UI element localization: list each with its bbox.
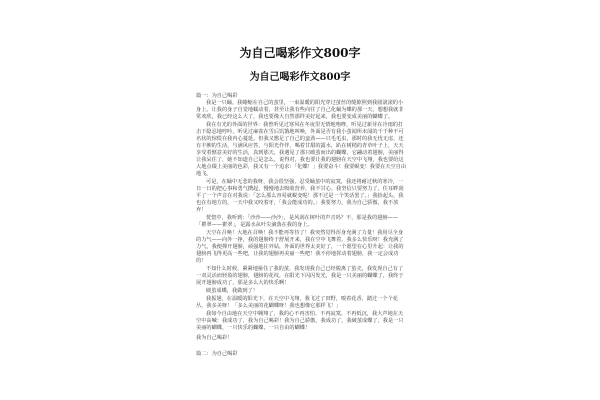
paragraph: 破茧成蝶，我做到了！	[206, 288, 258, 294]
paragraph: 天空在召唤！大地在召唤！我不能再等待了！我突然觉得浑身充满了力量！我用尽全身的力气——向外一挣，我的翅膀终于舒展开来，我在空中飞舞着，我多么快乐呀！我充满了力气，我便撑开翅膀，顽强地往外钻，外面的世界太美好了，一个愿望在心里升起：让我的翅膀再飞得更高一些吧，让我的翅膀再美丽一些吧！我不停地挥动着翅膀，我一定会成功的！	[196, 230, 404, 264]
section-heading: 篇二：为自己喝彩	[196, 351, 238, 357]
paragraph: 我在有光的外面的世界：我曾听见过寒风在冬夜里无情地咆哮，听见过新芽在冷雨的打击下隐忍地哼吟，听见过麻雀在雪后饥饿地叫唤，外面是否有我小茧闻所未闻的千千种不可名状的惊慌在我内心蔓延。但我又憋足了自己的蛮劲——只毛毛虫，那时的我无忧无虑，还有丰腴的生活，与满风应答，与阳光作伴，喝着甘甜的露水，趴在树梢的青草叶子上，天天享受着惬意美好的生活，真到那天，我遇见了那只破茧而出的蝴蝶，它翩动着翅膀，美丽得让我呆住了，她不知道自己是怎么，说得对，我也要让我的翅膀在天空中飞翔，我也要给这大地点缀上美丽的色彩，我又有一个追求：「化蝶！」我要奋斗！我要蜕变！我要在天空自由地飞。	[196, 122, 407, 177]
closing-line: 我为自己喝彩！	[196, 335, 233, 341]
paragraph: 我如今自由地在天空中翱翔了，我的心不再害怕、不再寂寞、不再低沉，我大声地在天空中高喊：我成功了，我为自己喝彩！我为自己骄傲，我成功了，我破茧成蝶了，我是一只美丽的蝴蝶，一只快乐的蝴蝶，一只自由的蝴蝶！	[196, 311, 404, 331]
paragraph: 我振翅，在温暖的阳光下，在天空中飞翔，我飞过了田野，嗅着花香，踏过一个个花丛，我多美呀！「多么美丽的花蝴蝶呀！我也想像它那样飞！」	[196, 296, 398, 309]
section-heading: 篇一：为自己喝彩	[196, 93, 238, 99]
essay-section-1	[196, 93, 408, 342]
essay-body	[196, 93, 408, 358]
paragraph: 我是一只蛹。我蜷缩在自己的茧里，一束温暖的阳光穿过茧丝的缝隙照到我圆滚滚的小身上。让我的身子自觉地蠕动着，甚至让我有些向往了自己化蛹为蝶的那一天，想想我就非常欢欣，我已经这么大了，我也要像大自然那样美好起来，我也要变成美丽的蝴蝶了。	[196, 100, 404, 120]
paragraph: 可是，在蛹中无悲的我呀，我会很坚强，忍受蛹茧中的寂寞，我还将耐过秋的寒冷，一日一日的把心事和勇气攒起，慢慢地去吸收营养，我不甘心。我坚信只要努力了，任耳畔刮平了一个声音在对我说：「怎么那么容易就蜕变呢！那不过是一个笑话罢了。」我抬起头，我也在有地方的，一天中我又咬着牙，「我会能成功的。」我要努力，我为自己骄傲，我不放弃！	[196, 179, 404, 213]
paragraph: 不知什么时候，紧紧地箍住了我的茧，我发现我自己已经脱离了茧壳，我发现自己有了一双灵活而轻盈的翅膀，翅膀的花纹，在阳光下闪闪发光，我是一只美丽的蝴蝶了，我终于展开翅膀成功了，那是多么大的快乐啊！	[196, 266, 404, 286]
paragraph: 恍惚中，我听到：「沙沙——沙沙」，是风刮在树叶的声音吗？不，那是我的翅膀——「瞿翠——瞿翠」，是露水从叶尖滴落在我的身上。	[196, 215, 398, 228]
page-title: 为自己喝彩作文800字	[239, 46, 361, 60]
document-title: 为自己喝彩作文800字	[249, 72, 351, 83]
essay-section-2	[196, 351, 408, 358]
